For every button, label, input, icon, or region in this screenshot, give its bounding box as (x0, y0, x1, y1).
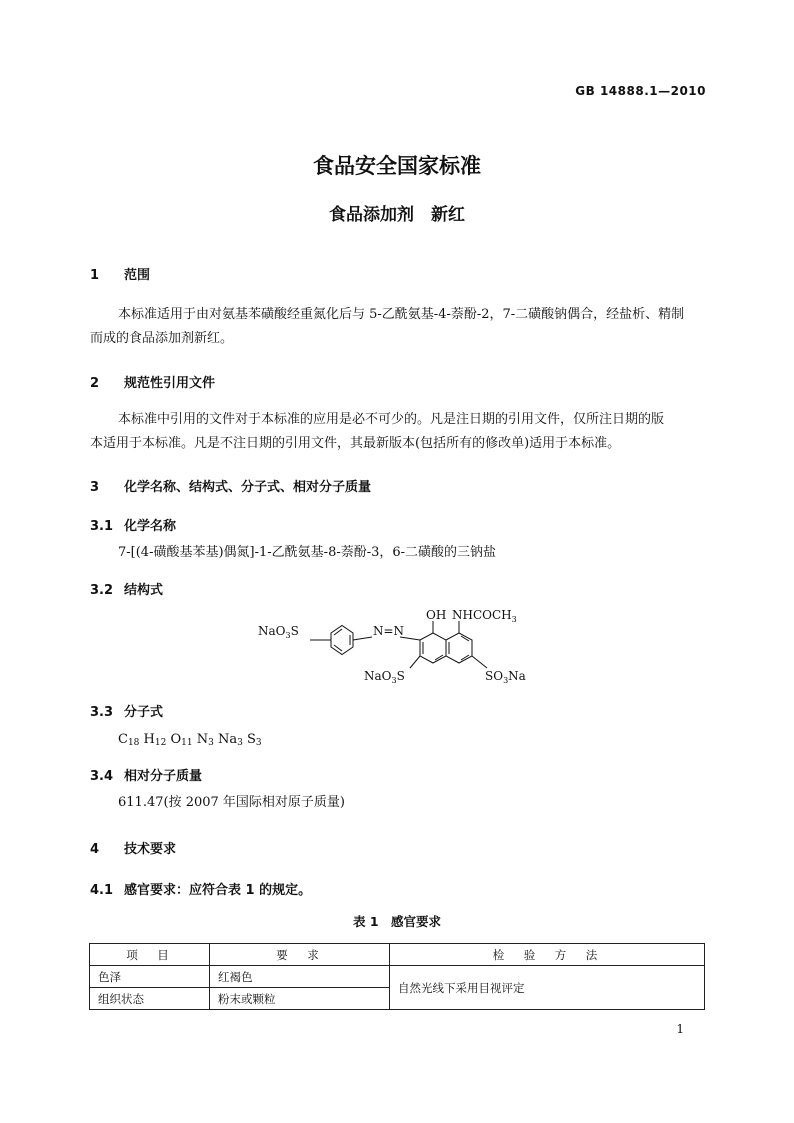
row-requirement: 红褐色 (210, 966, 390, 988)
table-caption: 表 1 感官要求 (352, 914, 442, 929)
section-number: 3.1 (90, 519, 114, 534)
section-heading-3-4 (90, 765, 202, 784)
section-number: 3.2 (90, 583, 114, 598)
section-number: 3.3 (90, 705, 114, 720)
section-heading-1 (90, 264, 150, 283)
hydroxyl-label: OH (426, 608, 447, 622)
section-number: 3 (90, 480, 100, 495)
section-heading-3-3 (90, 701, 163, 720)
molecular-formula: $C_{18}$ $H_{12}$ $O_{11}$ $N_3$ $Na_3$ $S_3$ (118, 732, 262, 748)
paragraph-line: 而成的食品添加剂新红。 (90, 331, 234, 346)
document-title: 食品安全国家标准 (313, 154, 481, 178)
section-number: 4 (90, 842, 100, 857)
section-number: 2 (90, 376, 100, 391)
row-item: 色泽 (90, 966, 210, 988)
section-heading-3-1 (90, 515, 176, 534)
sulfonate-bond-right (472, 656, 487, 668)
table-row (90, 966, 705, 988)
chemical-name: 7-[(4-磺酸基苯基)偶氮]-1-乙酰氨基-8-萘酚-3，6-二磺酸的三钠盐 (118, 545, 497, 560)
naphthalene-left-ring (420, 633, 446, 663)
section-number: 1 (90, 268, 100, 283)
row-requirement: 粉末或颗粒 (210, 988, 390, 1010)
section-heading-3-2 (90, 579, 163, 598)
paragraph-line: 本适用于本标准。凡是不注日期的引用文件，其最新版本(包括所有的修改单)适用于本标准。 (90, 436, 621, 451)
molecular-weight: 611.47(按 2007 年国际相对原子质量) (118, 795, 345, 810)
bottom-right-sulfonate-label: $SO_3Na$ (485, 669, 526, 685)
page-number: 1 (676, 1022, 684, 1036)
sensory-requirements-table (89, 943, 705, 1010)
left-sulfonate-label: NaO$_3$S (258, 624, 299, 640)
header-requirement: 要 求 (210, 944, 390, 966)
row-item: 组织状态 (90, 988, 210, 1010)
azo-bond-left (353, 637, 372, 640)
section-title: 感官要求：应符合表 1 的规定。 (124, 883, 312, 898)
bottom-left-sulfonate-label: NaO$_3$S (364, 669, 405, 685)
section-title: 范围 (124, 268, 151, 283)
acetamido-label: $NHCOCH_3$ (452, 608, 517, 624)
section-heading-3 (90, 476, 371, 495)
section-heading-2 (90, 372, 215, 391)
section-number: 3.4 (90, 769, 114, 784)
paragraph-line: 本标准适用于由对氨基苯磺酸经重氮化后与 5-乙酰氨基-4-萘酚-2，7-二磺酸钠偶合，经盐析、精制 (118, 307, 685, 322)
section-title: 规范性引用文件 (124, 376, 216, 391)
row-method: 自然光线下采用目视评定 (390, 966, 705, 1010)
section-title: 相对分子质量 (124, 769, 203, 784)
document-subtitle: 食品添加剂 新红 (329, 205, 465, 225)
standard-code: GB 14888.1—2010 (575, 84, 706, 98)
paragraph-line: 本标准中引用的文件对于本标准的应用是必不可少的。凡是注日期的引用文件，仅所注日期的版 (118, 412, 665, 427)
section-title: 技术要求 (124, 842, 177, 857)
section-title: 化学名称、结构式、分子式、相对分子质量 (124, 480, 372, 495)
section-2-paragraph (90, 408, 730, 456)
header-item: 项 目 (90, 944, 210, 966)
section-title: 结构式 (124, 583, 164, 598)
section-heading-4-1 (90, 879, 311, 898)
section-heading-4 (90, 838, 176, 857)
azo-label: N=N (373, 624, 405, 638)
sulfonate-bond-left (410, 656, 420, 668)
structural-formula (250, 602, 550, 692)
section-number: 4.1 (90, 883, 114, 898)
table-header-row (90, 944, 705, 966)
header-method: 检 验 方 法 (390, 944, 705, 966)
section-1-paragraph (90, 303, 730, 351)
section-title: 化学名称 (124, 519, 177, 534)
naphthalene-right-ring (446, 633, 472, 663)
section-title: 分子式 (124, 705, 164, 720)
